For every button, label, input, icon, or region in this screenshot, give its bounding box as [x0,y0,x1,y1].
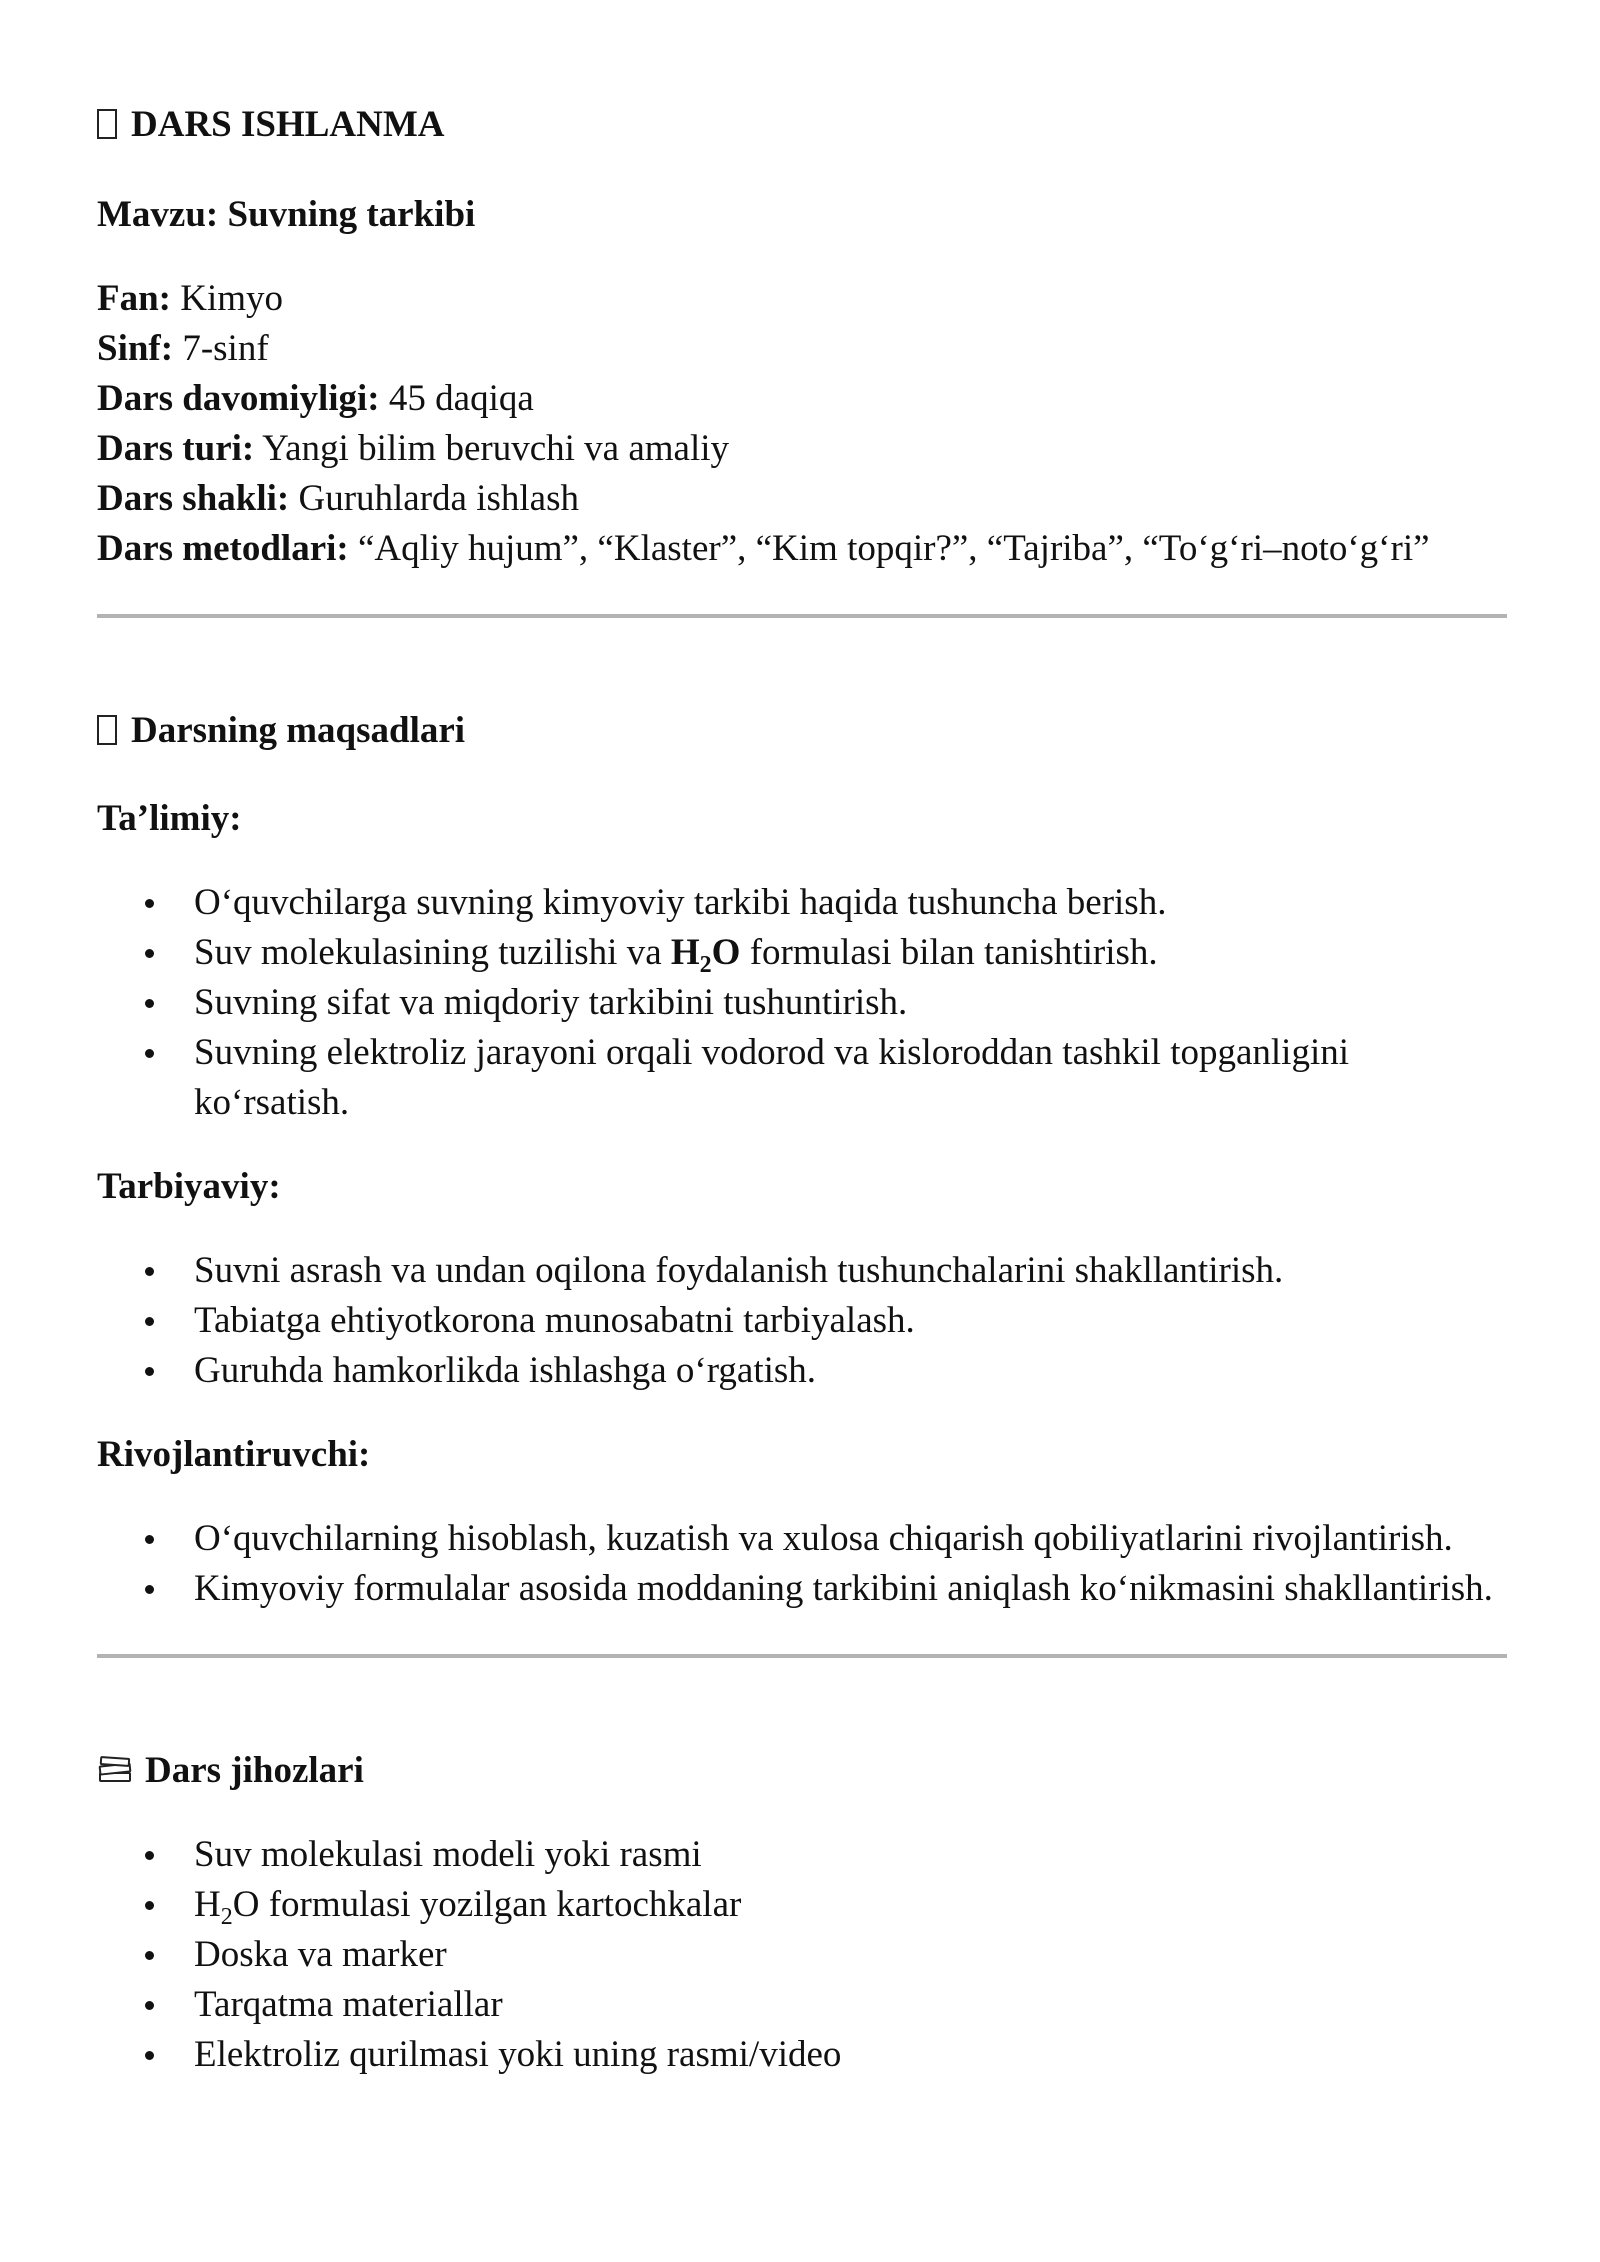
bullet-icon [145,1367,154,1376]
books-icon [97,1755,133,1785]
list-item-text: Kimyoviy formulalar asosida moddaning tarkibini aniqlash ko‘nikmasini shakllantirish. [194,1568,1493,1609]
formula-subscript: 2 [220,1904,233,1930]
educational-goals-heading: Ta’limiy: [97,798,242,839]
meta-row-grade [97,324,1507,374]
meta-value: Kimyo [180,278,284,319]
list-item-text: Suvning elektroliz jarayoni orqali vodorod va kisloroddan tashkil topganligini ko‘rsatish. [194,1032,1350,1123]
meta-row-subject [97,274,1507,324]
water-formula [670,932,741,978]
meta-value: 45 daqiqa [388,378,534,419]
bullet-icon [145,949,154,958]
meta-row-form [97,474,1507,524]
bullet-icon [145,899,154,908]
document-title-text: DARS ISHLANMA [131,104,445,145]
list-item-text: O‘quvchilarning hisoblash, kuzatish va xulosa chiqarish qobiliyatlarini rivojlantirish. [194,1518,1453,1559]
list-item [97,1514,1507,1564]
list-item-text: O‘quvchilarga suvning kimyoviy tarkibi haqida tushuncha berish. [194,882,1167,923]
document-title [97,96,1507,154]
list-item [97,928,1507,978]
water-formula [194,1884,260,1930]
section-divider [97,1654,1507,1658]
topic-label: Mavzu: [97,194,219,235]
goals-heading [97,702,1507,760]
bullet-icon [145,999,154,1008]
list-item-text: Suvni asrash va undan oqilona foydalanish tushunchalarini shakllantirish. [194,1250,1284,1291]
list-item [97,1830,1507,1880]
meta-label: Dars shakli: [97,478,290,519]
developmental-goals-heading: Rivojlantiruvchi: [97,1434,371,1475]
lesson-meta [97,274,1507,574]
meta-label: Dars turi: [97,428,255,469]
list-item [97,1246,1507,1296]
list-item [97,1564,1507,1614]
list-item-text: Suv molekulasining tuzilishi va [194,932,662,973]
bullet-icon [145,1267,154,1276]
upbringing-goals-list [97,1246,1507,1396]
equipment-heading [97,1742,1507,1800]
meta-value: Guruhlarda ishlash [298,478,580,519]
educational-goals-list [97,878,1507,1128]
meta-value: “Aqliy hujum”, “Klaster”, “Kim topqir?”, “Tajriba”, “To‘g‘ri–noto‘g‘ri” [358,528,1430,569]
bullet-icon [145,1901,154,1910]
list-item-text: formulasi bilan tanishtirish. [740,932,1158,973]
list-item-text: Suvning sifat va miqdoriy tarkibini tushuntirish. [194,982,908,1023]
list-item [97,1346,1507,1396]
goals-heading-text: Darsning maqsadlari [131,710,466,751]
meta-label: Dars davomiyligi: [97,378,380,419]
meta-label: Sinf: [97,328,174,369]
missing-glyph-icon [97,715,117,745]
meta-row-type [97,424,1507,474]
bullet-icon [145,1049,154,1058]
topic-value: Suvning tarkibi [227,194,476,235]
formula-element: O [232,1884,260,1925]
bullet-icon [145,1317,154,1326]
bullet-icon [145,2001,154,2010]
formula-element: O [711,932,741,973]
equipment-list [97,1830,1507,2080]
formula-element: H [670,932,700,973]
meta-row-methods [97,524,1507,574]
bullet-icon [145,2051,154,2060]
meta-label: Fan: [97,278,171,319]
meta-label: Dars metodlari: [97,528,349,569]
list-item-text: Tabiatga ehtiyotkorona munosabatni tarbiyalash. [194,1300,915,1341]
bullet-icon [145,1585,154,1594]
bullet-icon [145,1535,154,1544]
list-item [97,1028,1507,1128]
list-item [97,2030,1507,2080]
bullet-icon [145,1951,154,1960]
bullet-icon [145,1851,154,1860]
developmental-goals-list [97,1514,1507,1614]
section-divider [97,614,1507,618]
missing-glyph-icon [97,109,117,139]
list-item [97,1880,1507,1930]
formula-subscript: 2 [699,952,712,978]
lesson-plan-document [97,96,1507,2080]
list-item [97,1296,1507,1346]
list-item-text: Tarqatma materiallar [194,1984,503,2025]
list-item-text: Guruhda hamkorlikda ishlashga o‘rgatish. [194,1350,817,1391]
equipment-heading-text: Dars jihozlari [145,1750,364,1791]
list-item-text: Elektroliz qurilmasi yoki uning rasmi/video [194,2034,842,2075]
list-item-text: Suv molekulasi modeli yoki rasmi [194,1834,702,1875]
list-item-text: Doska va marker [194,1934,447,1975]
formula-element: H [194,1884,221,1925]
list-item-text: formulasi yozilgan kartochkalar [268,1884,742,1925]
meta-value: Yangi bilim beruvchi va amaliy [262,428,729,469]
list-item [97,878,1507,928]
upbringing-goals-heading: Tarbiyaviy: [97,1166,281,1207]
topic-line [97,186,1507,244]
list-item [97,1980,1507,2030]
meta-value: 7-sinf [182,328,269,369]
list-item [97,978,1507,1028]
meta-row-duration [97,374,1507,424]
list-item [97,1930,1507,1980]
